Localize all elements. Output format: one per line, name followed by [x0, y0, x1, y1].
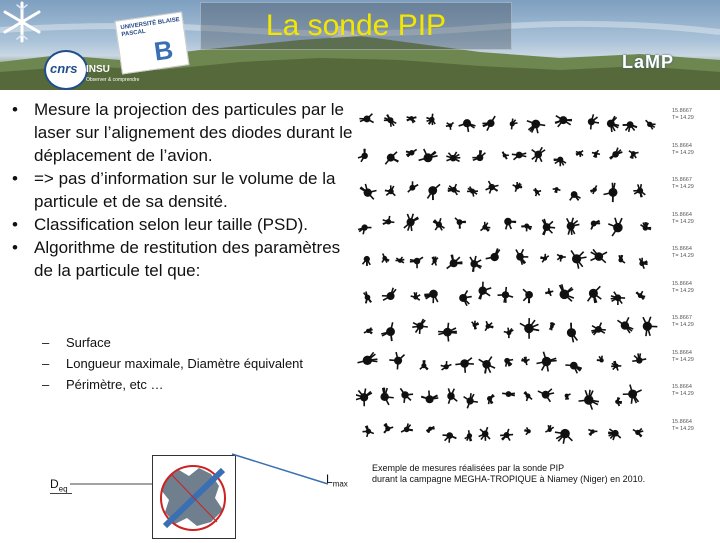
particle-image: [482, 116, 495, 130]
timestamp-id: 15.8664: [672, 212, 694, 219]
deq-connector: [70, 478, 154, 488]
lmax-connector: [230, 452, 330, 486]
particle-image: [485, 321, 493, 331]
particle-image: [545, 425, 553, 432]
lmax-label-main: L: [326, 472, 333, 486]
particle-image: [362, 426, 373, 437]
particle-image: [557, 254, 566, 261]
particle-image: [623, 121, 637, 132]
particle-image: [504, 328, 514, 338]
particle-image: [639, 258, 647, 269]
timestamp-time: T= 14.29: [672, 184, 694, 191]
bullet-list: [8, 98, 353, 282]
deq-label: [50, 477, 72, 494]
particle-image: [533, 188, 541, 196]
particle-image: [408, 181, 418, 192]
particle-image: [467, 187, 478, 197]
particle-image: [567, 218, 580, 235]
cnrs-logo: [44, 50, 88, 90]
timestamp-label: [672, 281, 694, 295]
particle-image: [629, 151, 639, 159]
particle-image: [565, 394, 571, 400]
particle-image: [360, 184, 377, 199]
particle-image: [527, 120, 545, 134]
particle-image: [588, 114, 599, 129]
timestamp-label: [672, 419, 694, 433]
particle-image: [550, 322, 555, 330]
particle-image: [611, 292, 625, 305]
sub-bullet-item: – Surface: [40, 332, 360, 353]
timestamp-time: T= 14.29: [672, 391, 694, 398]
particle-image: [426, 114, 435, 125]
particle-image: [426, 427, 434, 433]
timestamp-label: [672, 108, 694, 122]
timestamp-id: 15.8664: [672, 281, 694, 288]
particle-image: [540, 254, 548, 262]
timestamp-label: [672, 246, 694, 260]
particle-image: [364, 328, 373, 334]
particle-image: [588, 429, 597, 435]
particle-image: [565, 362, 581, 374]
particle-image: [516, 249, 528, 265]
particle-image: [553, 187, 561, 193]
particle-image: [615, 397, 622, 406]
particle-image: [359, 114, 373, 123]
timestamp-id: 15.8664: [672, 350, 694, 357]
slide-title: La sonde PIP: [200, 2, 512, 50]
particle-image: [537, 352, 557, 372]
particle-image: [358, 224, 371, 234]
particle-image: [498, 287, 514, 303]
ubp-logo: [115, 12, 190, 75]
particle-image: [521, 357, 529, 365]
particle-image: [538, 389, 554, 402]
particle-image: [401, 423, 413, 432]
timestamp-id: 15.8664: [672, 419, 694, 426]
deq-label-sub: eq: [59, 484, 68, 493]
sub-bullet-item: – Longueur maximale, Diamètre équivalent: [40, 353, 360, 374]
particle-image: [610, 148, 623, 159]
particle-image: [455, 218, 466, 229]
timestamp-time: T= 14.29: [672, 288, 694, 295]
particle-image: [510, 119, 518, 130]
insu-logo: INSU: [86, 64, 110, 75]
particle-image: [389, 352, 404, 369]
particle-image: [427, 184, 440, 200]
bullet-item: • Algorithme de restitution des paramètres de la particule tel que:: [8, 236, 353, 282]
particle-image: [633, 184, 645, 197]
particle-image: [364, 291, 372, 303]
particle-image: [382, 254, 389, 263]
particle-image: [500, 429, 513, 441]
ubp-logo-text: UNIVERSITÉ BLAISE PASCAL: [120, 17, 181, 39]
particle-image: [486, 181, 499, 194]
particle-images-panel: [356, 100, 718, 445]
particle-image: [411, 292, 420, 300]
timestamp-label: [672, 212, 694, 226]
caption-line-2: durant la campagne MEGHA-TROPIQUE à Niamey (Niger) en 2010.: [372, 474, 717, 485]
particle-image: [406, 149, 417, 156]
particle-image: [579, 390, 599, 410]
particle-image: [641, 222, 652, 231]
particle-image: [479, 427, 490, 441]
particle-image: [448, 184, 460, 195]
particle-image: [487, 394, 494, 404]
particle-image: [447, 255, 463, 269]
particle-image: [441, 361, 452, 370]
particle-image: [643, 317, 658, 336]
timestamp-time: T= 14.29: [672, 115, 694, 122]
bullet-item: • => pas d’information sur le volume de la particule et de sa densité.: [8, 167, 353, 213]
cnrs-logo-text: cnrs: [50, 61, 77, 76]
timestamp-time: T= 14.29: [672, 219, 694, 226]
timestamp-time: T= 14.29: [672, 357, 694, 364]
particle-image: [478, 282, 491, 300]
bullet-item: • Mesure la projection des particules par le laser sur l’alignement des diodes durant le déplacement de l’avion.: [8, 98, 353, 167]
particle-image: [513, 182, 522, 192]
particle-image: [590, 249, 607, 262]
particle-image: [455, 358, 474, 373]
timestamp-id: 15.8664: [672, 246, 694, 253]
particle-image: [591, 323, 606, 335]
particle-image: [356, 388, 372, 406]
particle-image: [502, 152, 509, 159]
particle-image: [357, 352, 377, 365]
timestamp-time: T= 14.29: [672, 426, 694, 433]
ubp-logo-letter: B: [152, 34, 175, 67]
particle-image: [555, 116, 572, 127]
particle-image: [383, 216, 395, 225]
sub-bullet-list: [40, 332, 360, 395]
particle-image: [590, 185, 597, 194]
particle-image: [380, 388, 393, 405]
timestamp-id: 15.8664: [672, 384, 694, 391]
particle-image: [459, 119, 476, 132]
particle-image: [597, 356, 604, 363]
particle-image: [479, 357, 495, 374]
particle-image: [385, 185, 395, 195]
timestamp-id: 15.8664: [672, 143, 694, 150]
lamp-logo: LaMP: [622, 52, 674, 73]
timestamp-time: T= 14.29: [672, 253, 694, 260]
figure-caption: [372, 463, 717, 485]
particle-image: [362, 256, 370, 266]
particle-image: [504, 358, 513, 367]
timestamp-label: [672, 177, 694, 191]
particle-image: [646, 120, 656, 129]
lmax-label: [326, 472, 348, 488]
particle-image: [554, 157, 566, 167]
particle-diagram: [152, 455, 236, 539]
sub-bullet-item: – Périmètre, etc …: [40, 374, 360, 395]
particle-image: [481, 222, 491, 232]
particle-image: [571, 250, 586, 268]
timestamp-id: 15.8667: [672, 177, 694, 184]
particle-image: [424, 290, 438, 304]
particle-image: [447, 388, 457, 403]
caption-line-1: Exemple de mesures réalisées par la sonde PIP: [372, 463, 717, 474]
particle-image: [382, 288, 396, 301]
particle-image: [604, 183, 618, 202]
particle-image: [472, 321, 479, 330]
timestamp-time: T= 14.29: [672, 150, 694, 157]
particle-image: [400, 388, 413, 403]
timestamp-id: 15.8667: [672, 108, 694, 115]
particle-image: [632, 353, 646, 363]
timestamp-label: [672, 143, 694, 157]
bullet-item: • Classification selon leur taille (PSD).: [8, 213, 353, 236]
particle-image: [465, 430, 472, 441]
particle-image: [607, 116, 619, 132]
particle-image: [472, 150, 485, 161]
particle-image: [486, 248, 500, 261]
particle-image: [433, 218, 444, 230]
particle-image: [459, 290, 472, 305]
particle-image: [381, 322, 395, 341]
particle-image: [567, 323, 578, 343]
particle-image: [419, 149, 438, 162]
particle-image: [432, 257, 438, 266]
particle-image: [545, 288, 553, 296]
particle-image: [464, 393, 478, 408]
particle-image: [633, 429, 643, 437]
lmax-label-sub: max: [333, 479, 348, 488]
header-banner: [0, 0, 720, 90]
particle-image: [395, 257, 404, 263]
particle-image: [524, 392, 532, 401]
particle-image: [623, 385, 642, 404]
timestamp-label: [672, 315, 694, 329]
particle-image: [384, 423, 393, 433]
particle-image: [404, 214, 419, 231]
particle-image: [412, 319, 428, 334]
particle-image: [420, 360, 428, 370]
particle-image: [521, 224, 532, 232]
timestamp-label: [672, 384, 694, 398]
particle-image: [592, 150, 600, 157]
particle-image: [358, 149, 368, 162]
particle-image: [421, 391, 438, 404]
particle-image: [618, 255, 625, 263]
timestamp-time: T= 14.29: [672, 322, 694, 329]
particle-image: [608, 218, 622, 236]
particle-image: [385, 152, 398, 164]
particle-image: [523, 289, 533, 303]
particle-image: [470, 256, 482, 272]
particle-image: [560, 284, 574, 301]
particle-image: [502, 391, 515, 397]
particle-image: [532, 147, 545, 162]
particle-image: [504, 218, 516, 230]
particle-image: [524, 427, 530, 434]
particle-image: [512, 152, 526, 160]
timestamp-label: [672, 350, 694, 364]
snowflake-icon: [0, 0, 44, 44]
insu-tagline: Observer & comprendre: [86, 77, 139, 83]
particle-image: [542, 219, 555, 235]
particle-image: [384, 114, 396, 126]
timestamp-id: 15.8667: [672, 315, 694, 322]
particle-image: [438, 323, 457, 342]
particle-image: [617, 317, 633, 333]
particle-image: [570, 191, 581, 200]
particle-image: [611, 361, 621, 371]
particle-image: [410, 257, 423, 268]
particle-image: [407, 116, 417, 123]
particle-image: [446, 122, 454, 129]
deq-label-main: D: [50, 477, 59, 491]
particle-shape: [153, 456, 235, 538]
particle-image: [636, 291, 645, 299]
particle-image: [576, 151, 583, 157]
particle-image: [520, 318, 539, 339]
particle-image: [608, 429, 621, 440]
particle-image: [588, 286, 602, 303]
particle-image: [591, 220, 600, 229]
particle-image: [446, 152, 460, 162]
particle-image: [442, 432, 456, 443]
particle-image: [555, 429, 572, 444]
